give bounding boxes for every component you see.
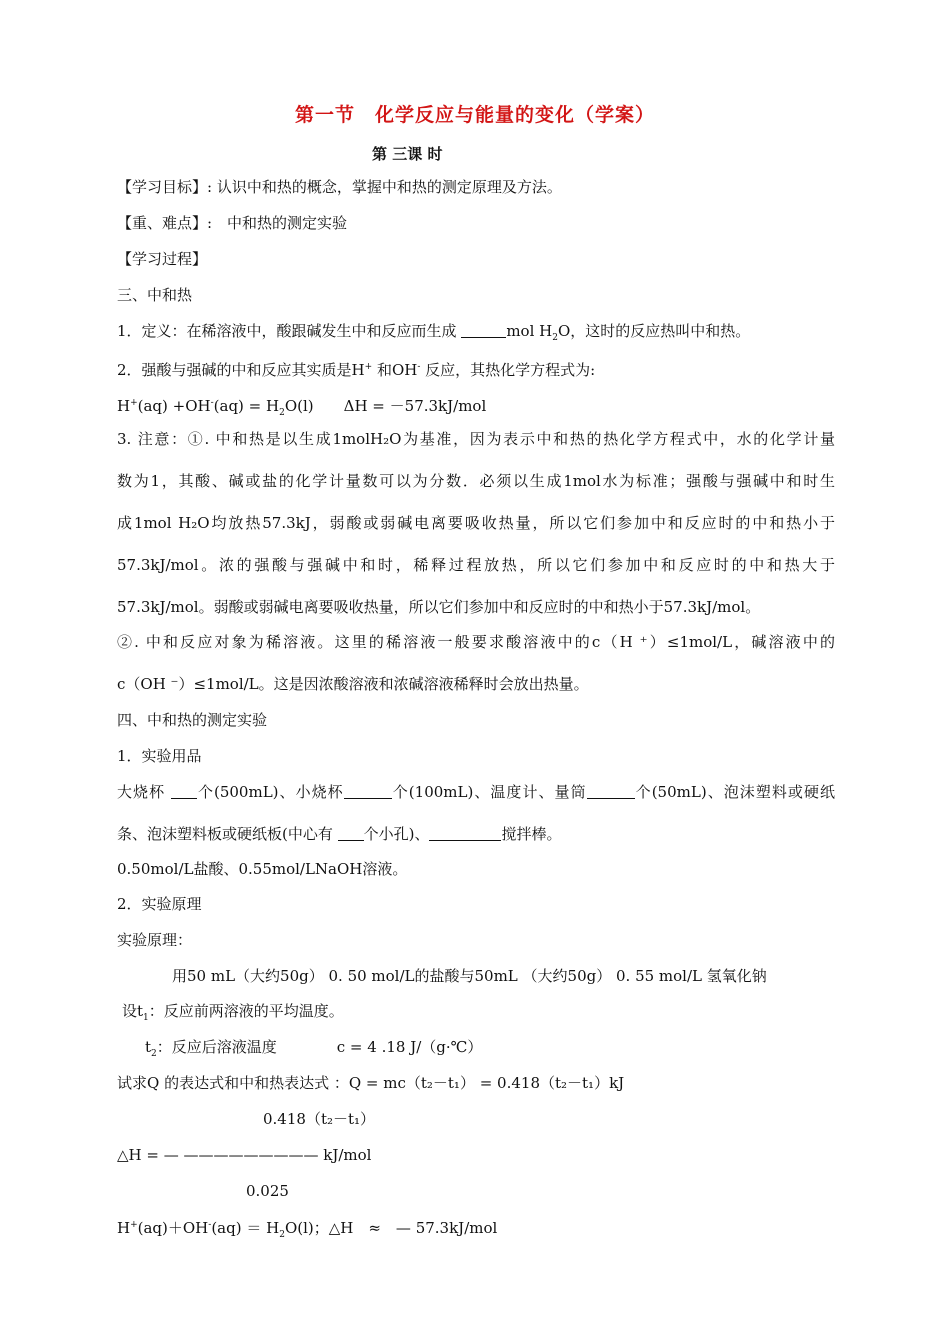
page-title: 第一节 化学反应与能量的变化（学案） (294, 104, 655, 126)
learning-process: 【学习过程】 (117, 250, 208, 268)
t1-definition: 设$t_1$：反应前两溶液的平均温度。 (122, 1002, 344, 1023)
fill-blank[interactable] (587, 784, 635, 799)
note-line: 3. 注意：①. 中和热是以生成1molH₂O为基准，因为表示中和热的热化学方程式中，水的化学计量 (117, 430, 835, 448)
thermochemical-equation: $H^+(aq) +OH^-(aq) = H_2O(l)$ ΔH = －57.3kJ/mol (117, 397, 487, 418)
fill-blank[interactable] (171, 784, 197, 799)
note-line: 57.3kJ/mol。浓的强酸与强碱中和时，稀释过程放热，所以它们参加中和反应时的中和热大于 (117, 556, 835, 574)
strong-acid-line: 2．强酸与强碱的中和反应其实质是H+ 和OH- 反应，其热化学方程式为: (117, 361, 596, 379)
note-line: 57.3kJ/mol。弱酸或弱碱电离要吸收热量，所以它们参加中和反应时的中和热小于57.3kJ/mol。 (117, 598, 761, 616)
note-line: ②. 中和反应对象为稀溶液。这里的稀溶液一般要求酸溶液中的c（H ⁺）≤1mol/L，碱溶液中的 (117, 633, 835, 651)
fill-blank[interactable] (429, 826, 501, 841)
note-line: 数为1，其酸、碱或盐的化学计量数可以为分数．必须以生成1mol水为标准；强酸与强碱中和时生 (117, 472, 835, 490)
fill-blank[interactable] (338, 826, 364, 841)
section-heading-3: 三、中和热 (117, 286, 193, 304)
reagents-line: 0.50mol/L盐酸、0.55mol/LNaOH溶液。 (117, 860, 408, 878)
note-line: 成1mol H₂O均放热57.3kJ，弱酸或弱碱电离要吸收热量，所以它们参加中和反应时的中和热小于 (117, 514, 835, 532)
principle-use: 用50 mL（大约50g） 0. 50 mol/L的盐酸与50mL （大约50g） 0. 55 mol/L 氢氧化钠 (172, 967, 767, 985)
principle-heading: 2．实验原理 (117, 895, 202, 913)
items-line: 大烧杯 个(500mL)、小烧杯 个(100mL)、温度计、量筒 个(50mL)、泡沫塑料或硬纸 (117, 783, 835, 801)
items-heading: 1．实验用品 (117, 747, 202, 765)
note-line: c（OH ⁻）≤1mol/L。这是因浓酸溶液和浓碱溶液稀释时会放出热量。 (117, 675, 589, 693)
learning-goal: 【学习目标】: 认识中和热的概念，掌握中和热的测定原理及方法。 (117, 178, 562, 196)
principle-label: 实验原理： (117, 931, 193, 949)
definition-line: 1．定义：在稀溶液中，酸跟碱发生中和反应而生成 mol $H_2O$，这时的反应热叫中和热。 (117, 322, 751, 343)
fill-blank[interactable] (344, 784, 392, 799)
q-expression: 试求Q 的表达式和中和热表达式 ：Q = mc（t₂－t₁） = 0.418（t₂－t₁）kJ (117, 1074, 625, 1092)
final-equation: $H^+(aq)+OH^-(aq) = H_2O(l)$；△H ≈ — 57.3kJ/mol (117, 1219, 498, 1240)
fraction-numerator: 0.418（t₂－t₁） (263, 1110, 376, 1128)
items-line: 条、泡沫塑料板或硬纸板(中心有 个小孔)、 搅拌棒。 (117, 825, 562, 843)
key-points: 【重、难点】: 中和热的测定实验 (117, 214, 348, 232)
t2-definition: $t_2$：反应后溶液温度 c = 4 .18 J/（g·℃） (145, 1038, 483, 1059)
fraction-denominator: 0.025 (246, 1182, 289, 1200)
section-heading-4: 四、中和热的测定实验 (117, 711, 268, 729)
fill-blank[interactable] (461, 323, 506, 338)
delta-h-expression: △H = — ————————— kJ/mol (117, 1146, 372, 1164)
lesson-subtitle: 第 三课 时 (372, 145, 443, 163)
